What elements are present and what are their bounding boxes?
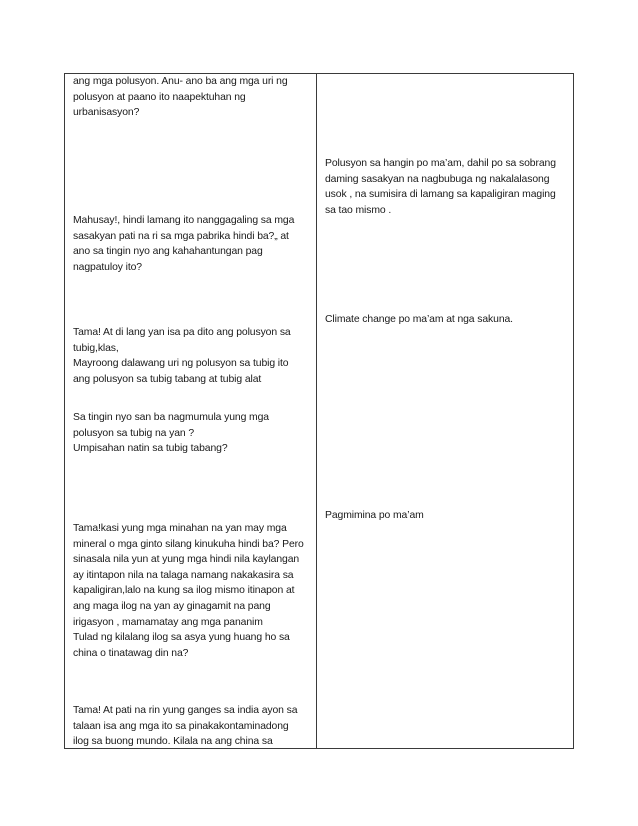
teacher-paragraph-2: Mahusay!, hindi lamang ito nanggagaling sa mga sasakyan pati na ri sa mga pabrika hindi ba?„ at ano sa tingin nyo ang kahahantungan pag nagpatuloy ito?	[73, 215, 295, 273]
teacher-paragraph-6: Tama! At pati na rin yung ganges sa india ayon sa talaan isa ang mga ito sa pinakakontaminadong ilog sa buong mundo. Kilala na ang china sa	[73, 705, 298, 748]
student-answer-2: Climate change po ma’am at nga sakuna.	[325, 314, 513, 325]
teacher-paragraph-5: Tama!kasi yung mga minahan na yan may mga mineral o mga ginto silang kinukuha hindi ba? Pero sinasala nila yun at yung mga hindi nila kaylangan ay itintapon nila na talaga namang nakakasira sa kapaligiran,lalo na kung sa ilog mismo itinapon at ang maga ilog na yan ay ginagamit na pang irigasyon , mamamatay ang mga pananim Tulad ng kilalang ilog sa asya yung huang ho sa china o tinatawag din na?	[73, 523, 304, 659]
teacher-paragraph-1: ang mga polusyon. Anu- ano ba ang mga uri ng polusyon at paano ito naapektuhan ng urbanisasyon?	[73, 76, 288, 119]
column-divider	[316, 73, 317, 749]
teacher-paragraph-4: Sa tingin nyo san ba nagmumula yung mga polusyon sa tubig na yan ? Umpisahan natin sa tubig tabang?	[73, 412, 269, 455]
teacher-paragraph-3: Tama! At di lang yan isa pa dito ang polusyon sa tubig,klas, Mayroong dalawang uri ng polusyon sa tubig ito ang polusyon sa tubig tabang at tubig alat	[73, 327, 291, 385]
student-answer-3: Pagmimina po ma’am	[325, 510, 424, 521]
student-answer-1: Polusyon sa hangin po ma’am, dahil po sa sobrang daming sasakyan na nagbubuga ng nakalalasong usok , na sumisira di lamang sa kapaligiran maging sa tao mismo .	[325, 158, 556, 216]
